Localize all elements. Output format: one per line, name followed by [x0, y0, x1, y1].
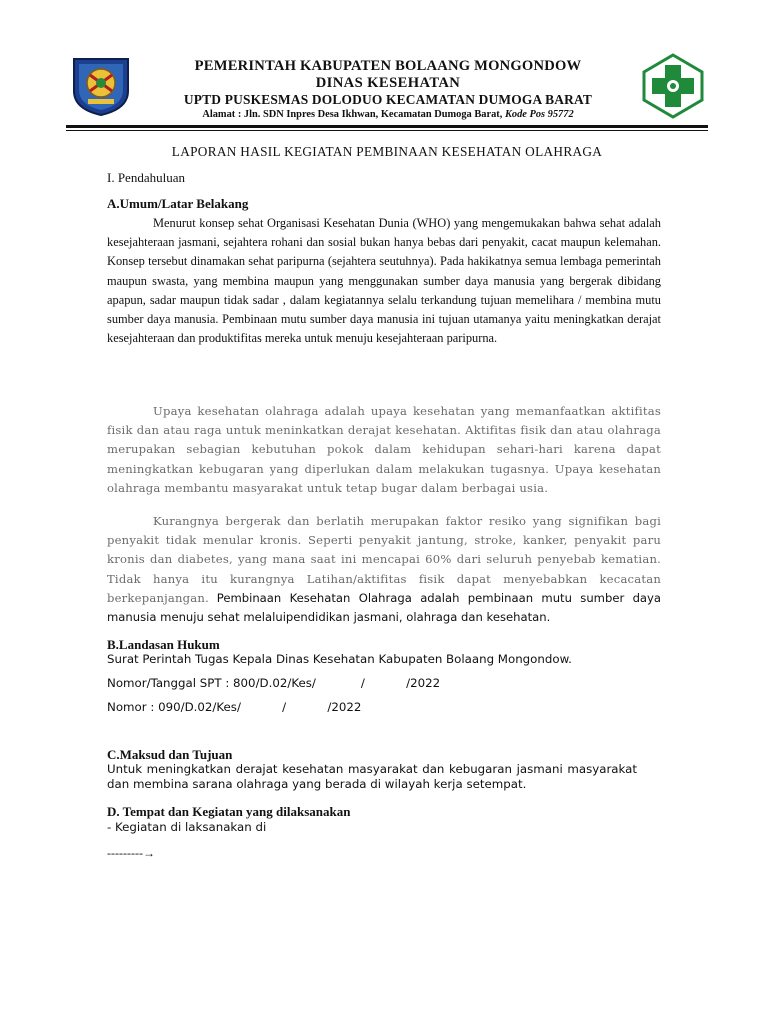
letterhead — [138, 58, 638, 122]
nomor-line: Nomor : 090/D.02/Kes/ / /2022 — [107, 700, 362, 714]
subsection-d-heading: D. Tempat dan Kegiatan yang dilaksanakan — [107, 804, 351, 819]
paragraph-background-2 — [107, 402, 661, 498]
postal-code: Kode Pos 95772 — [504, 109, 574, 120]
letterhead-address — [138, 108, 638, 122]
letterhead-rule-thin — [66, 130, 708, 131]
spt-number-line: Nomor/Tanggal SPT : 800/D.02/Kes/ / /2022 — [107, 676, 441, 690]
address-text: Alamat : Jln. SDN Inpres Desa Ikhwan, Kecamatan Dumoga Barat, — [202, 109, 503, 120]
letterhead-unit: UPTD PUSKESMAS DOLODUO KECAMATAN DUMOGA BARAT — [183, 92, 593, 107]
purpose-text: Untuk meningkatkan derajat kesehatan masyarakat dan kebugaran jasmani masyarakat dan membina sarana olahraga yang berada di wilayah kerja setempat. — [107, 762, 637, 791]
paragraph-1-text: Menurut konsep sehat Organisasi Kesehatan Dunia (WHO) yang mengemukakan bahwa sehat adalah kesejahteraan jasmani, sejahtera rohani dan sosial bukan hanya bebas dari penyakit, cacat maupun kelemahan. Konsep tersebut dinamakan sehat paripurna (sejahtera seutuhnya). Pada hakikatnya semua lembaga pemerintah maupun swasta, yang membina maupun yang menggunakan sumber daya manusia yang bergerak dibidang apapun, sadar maupun tidak sadar , dalam kegiatannya selalu terkandung tujuan memelihara / membina mutu sumber daya manusia. Pembinaan mutu sumber daya manusia ini tujuan utamanya yaitu meningkatkan derajat kesejahteraan dan produktifitas mereka untuk menuju kesejahteraan paripurna. — [107, 216, 661, 346]
paragraph-3-dark-text: Pembinaan Kesehatan Olahraga adalah pembinaan mutu sumber daya — [216, 590, 661, 605]
paragraph-background-1 — [107, 214, 661, 348]
continuation-marker — [107, 846, 155, 861]
regency-crest-logo — [70, 55, 132, 117]
activity-location-item: - Kegiatan di laksanakan di — [107, 820, 267, 834]
subsection-a-heading: A.Umum/Latar Belakang — [107, 196, 249, 211]
continuation-dashes: --------- — [107, 846, 143, 860]
subsection-b-heading: B.Landasan Hukum — [107, 637, 220, 652]
section-intro-heading: I. Pendahuluan — [107, 170, 185, 185]
report-title: LAPORAN HASIL KEGIATAN PEMBINAAN KESEHATAN OLAHRAGA — [171, 144, 603, 159]
letterhead-agency: DINAS KESEHATAN — [315, 75, 461, 91]
paragraph-3-tail-text: manusia menuju sehat melaluipendidikan jasmani, olahraga dan kesehatan. — [107, 610, 551, 625]
arrow-right-icon: → — [142, 846, 155, 860]
puskesmas-cross-logo — [640, 53, 706, 119]
letterhead-government: PEMERINTAH KABUPATEN BOLAANG MONGONDOW — [194, 58, 582, 74]
paragraph-background-3 — [107, 512, 661, 627]
subsection-c-heading: C.Maksud dan Tujuan — [107, 747, 233, 762]
paragraph-3-gray-text: Kurangnya bergerak dan berlatih merupakan faktor resiko yang signifikan bagi penyakit tidak menular kronis. Seperti penyakit jantung, stroke, kanker, penyakit paru kronis dan diabetes, yang mana saat ini mencapai 60% dari seluruh penyebab kematian. Tidak hanya itu kurangnya Latihan/aktifitas fisik dapat menyebabkan kecacatan berkepanjangan. — [107, 514, 661, 605]
legal-basis-text: Surat Perintah Tugas Kepala Dinas Kesehatan Kabupaten Bolaang Mongondow. — [107, 652, 572, 666]
paragraph-2-text: Upaya kesehatan olahraga adalah upaya kesehatan yang memanfaatkan aktifitas fisik dan atau raga untuk meninkatkan derajat kesehatan. Aktifitas fisik dan atau olahraga merupakan sebagian kebutuhan pokok dalam kehidupan sehari-hari karena dapat meningkatkan kebugaran yang diperlukan dalam melakukan tugasnya. Upaya kesehatan olahraga membantu masyarakat untuk tetap bugar dalam berbagai usia. — [107, 404, 661, 495]
letterhead-rule-thick — [66, 125, 708, 128]
